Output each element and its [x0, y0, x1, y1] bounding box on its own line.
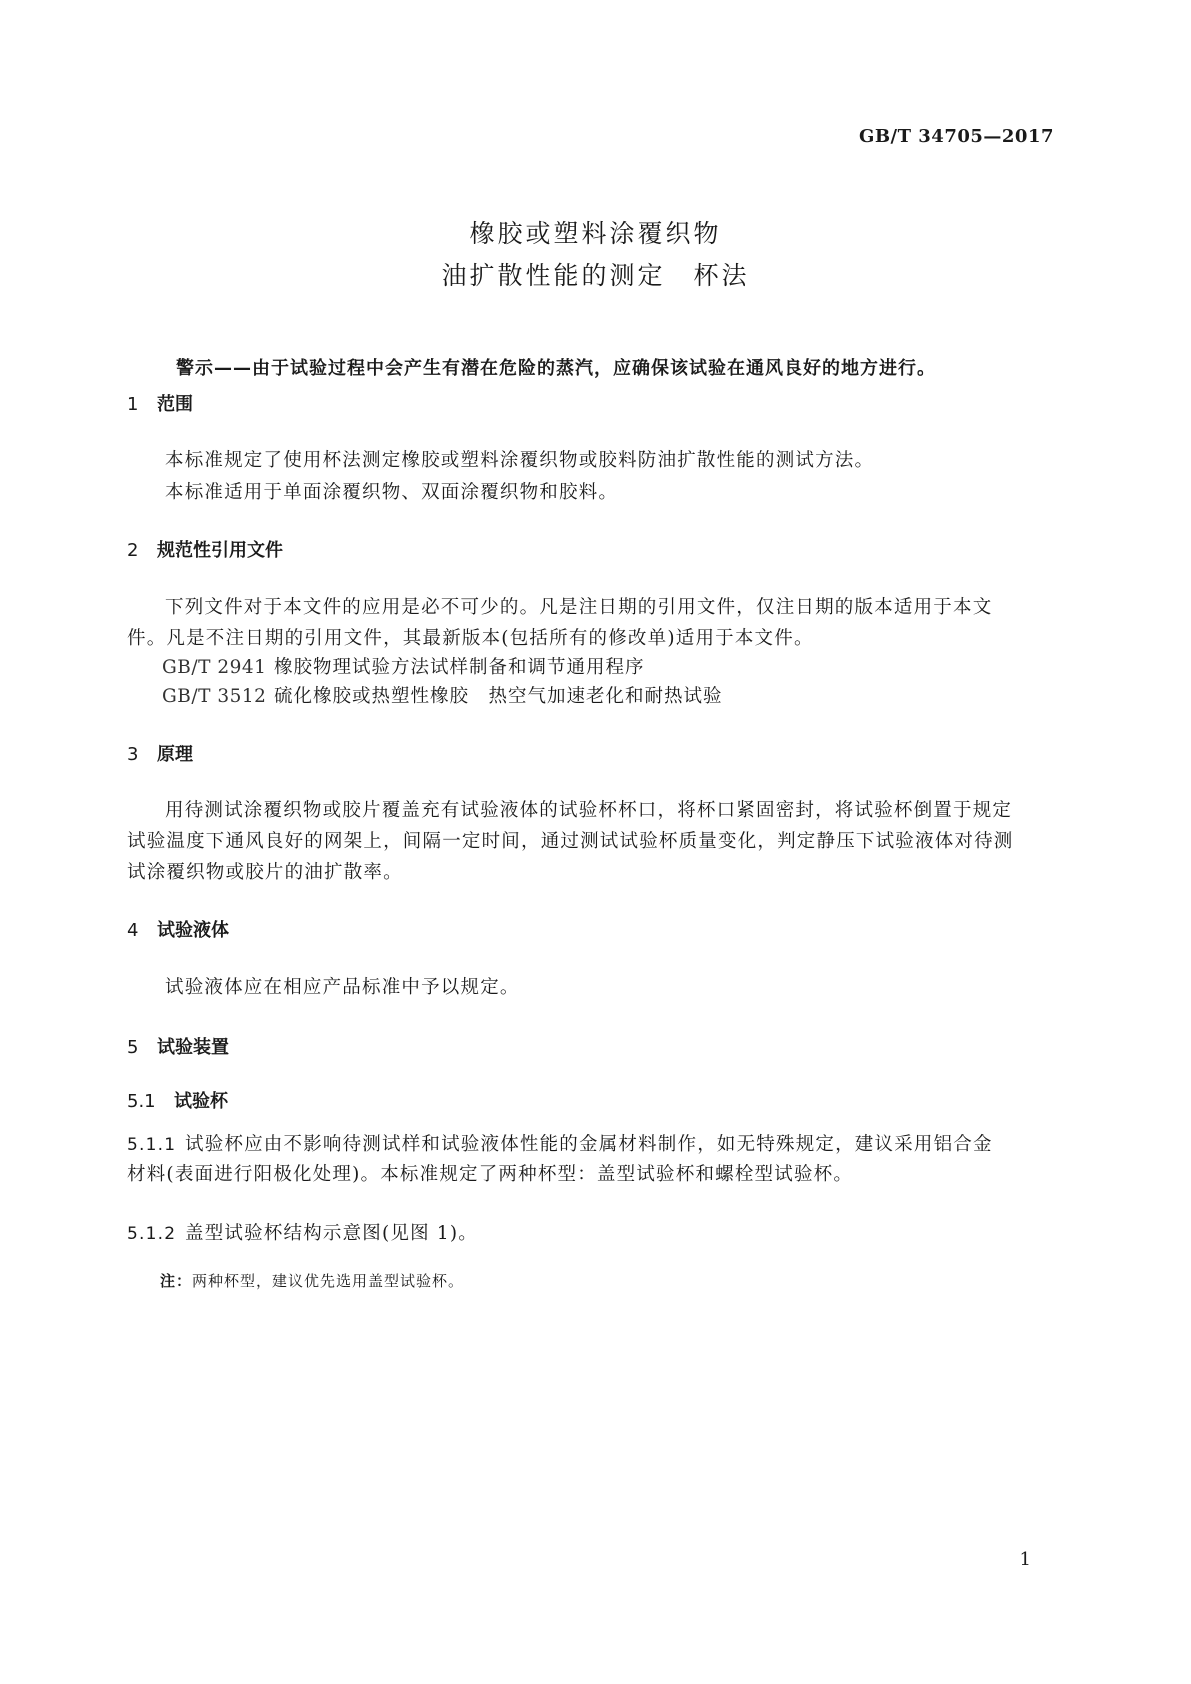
clause-5-1-1-line-2: 材料(表面进行阳极化处理)。本标准规定了两种杯型：盖型试验杯和螺栓型试验杯。 [127, 1164, 854, 1185]
section-title: 试验液体 [157, 920, 229, 941]
section-title: 试验杯 [174, 1091, 228, 1112]
section-4-paragraph: 试验液体应在相应产品标准中予以规定。 [165, 977, 520, 998]
warning-text: 警示——由于试验过程中会产生有潜在危险的蒸汽，应确保该试验在通风良好的地方进行。 [176, 358, 936, 379]
reference-title: 硫化橡胶或热塑性橡胶 热空气加速老化和耐热试验 [274, 686, 723, 707]
clause-number: 5.1.1 [127, 1135, 177, 1155]
section-3-line-2: 试验温度下通风良好的网架上，间隔一定时间，通过测试试验杯质量变化，判定静压下试验液体对待测 [127, 831, 1014, 852]
section-1-paragraph-1: 本标准规定了使用杯法测定橡胶或塑料涂覆织物或胶料防油扩散性能的测试方法。 [165, 450, 875, 471]
section-5-heading [127, 1033, 229, 1059]
title-line-1: 橡胶或塑料涂覆织物 [469, 219, 722, 248]
section-number: 1 [127, 394, 139, 415]
section-number: 5 [127, 1037, 139, 1058]
reference-code: GB/T 3512 [162, 686, 267, 707]
section-2-heading [127, 536, 283, 562]
section-3-line-1: 用待测试涂覆织物或胶片覆盖充有试验液体的试验杯杯口，将杯口紧固密封，将试验杯倒置于规定 [165, 800, 1013, 821]
clause-5-1-2 [127, 1219, 478, 1245]
reference-code: GB/T 2941 [162, 657, 267, 678]
section-3-line-3: 试涂覆织物或胶片的油扩散率。 [127, 862, 403, 883]
section-4-heading [127, 916, 229, 942]
section-title: 试验装置 [157, 1037, 229, 1058]
section-number: 2 [127, 540, 139, 561]
title-line-2: 油扩散性能的测定 杯法 [441, 261, 750, 290]
normative-reference [162, 682, 723, 708]
section-1-heading [127, 390, 193, 416]
reference-title: 橡胶物理试验方法试样制备和调节通用程序 [274, 657, 645, 678]
section-number: 5.1 [127, 1091, 156, 1112]
section-title: 规范性引用文件 [157, 540, 283, 561]
section-2-paragraph-line-1: 下列文件对于本文件的应用是必不可少的。凡是注日期的引用文件，仅注日期的版本适用于本文 [165, 597, 993, 618]
note-text: 两种杯型，建议优先选用盖型试验杯。 [192, 1272, 465, 1290]
normative-reference [162, 653, 645, 679]
section-number: 4 [127, 920, 139, 941]
clause-text: 盖型试验杯结构示意图(见图 1)。 [185, 1223, 478, 1244]
section-number: 3 [127, 744, 139, 765]
section-title: 原理 [157, 744, 193, 765]
section-1-paragraph-2: 本标准适用于单面涂覆织物、双面涂覆织物和胶料。 [165, 482, 619, 503]
clause-5-1-1-line-1 [127, 1130, 993, 1156]
clause-number: 5.1.2 [127, 1224, 177, 1244]
note-label: 注： [160, 1272, 193, 1290]
section-title: 范围 [157, 394, 193, 415]
section-2-paragraph-line-2: 件。凡是不注日期的引用文件，其最新版本(包括所有的修改单)适用于本文件。 [127, 628, 814, 649]
section-3-heading [127, 740, 193, 766]
clause-text: 试验杯应由不影响待测试样和试验液体性能的金属材料制作，如无特殊规定，建议采用铝合金 [185, 1134, 993, 1155]
standard-number: GB/T 34705—2017 [858, 126, 1054, 147]
page-number: 1 [1019, 1549, 1031, 1570]
note [160, 1270, 464, 1291]
section-5-1-heading [127, 1087, 228, 1113]
